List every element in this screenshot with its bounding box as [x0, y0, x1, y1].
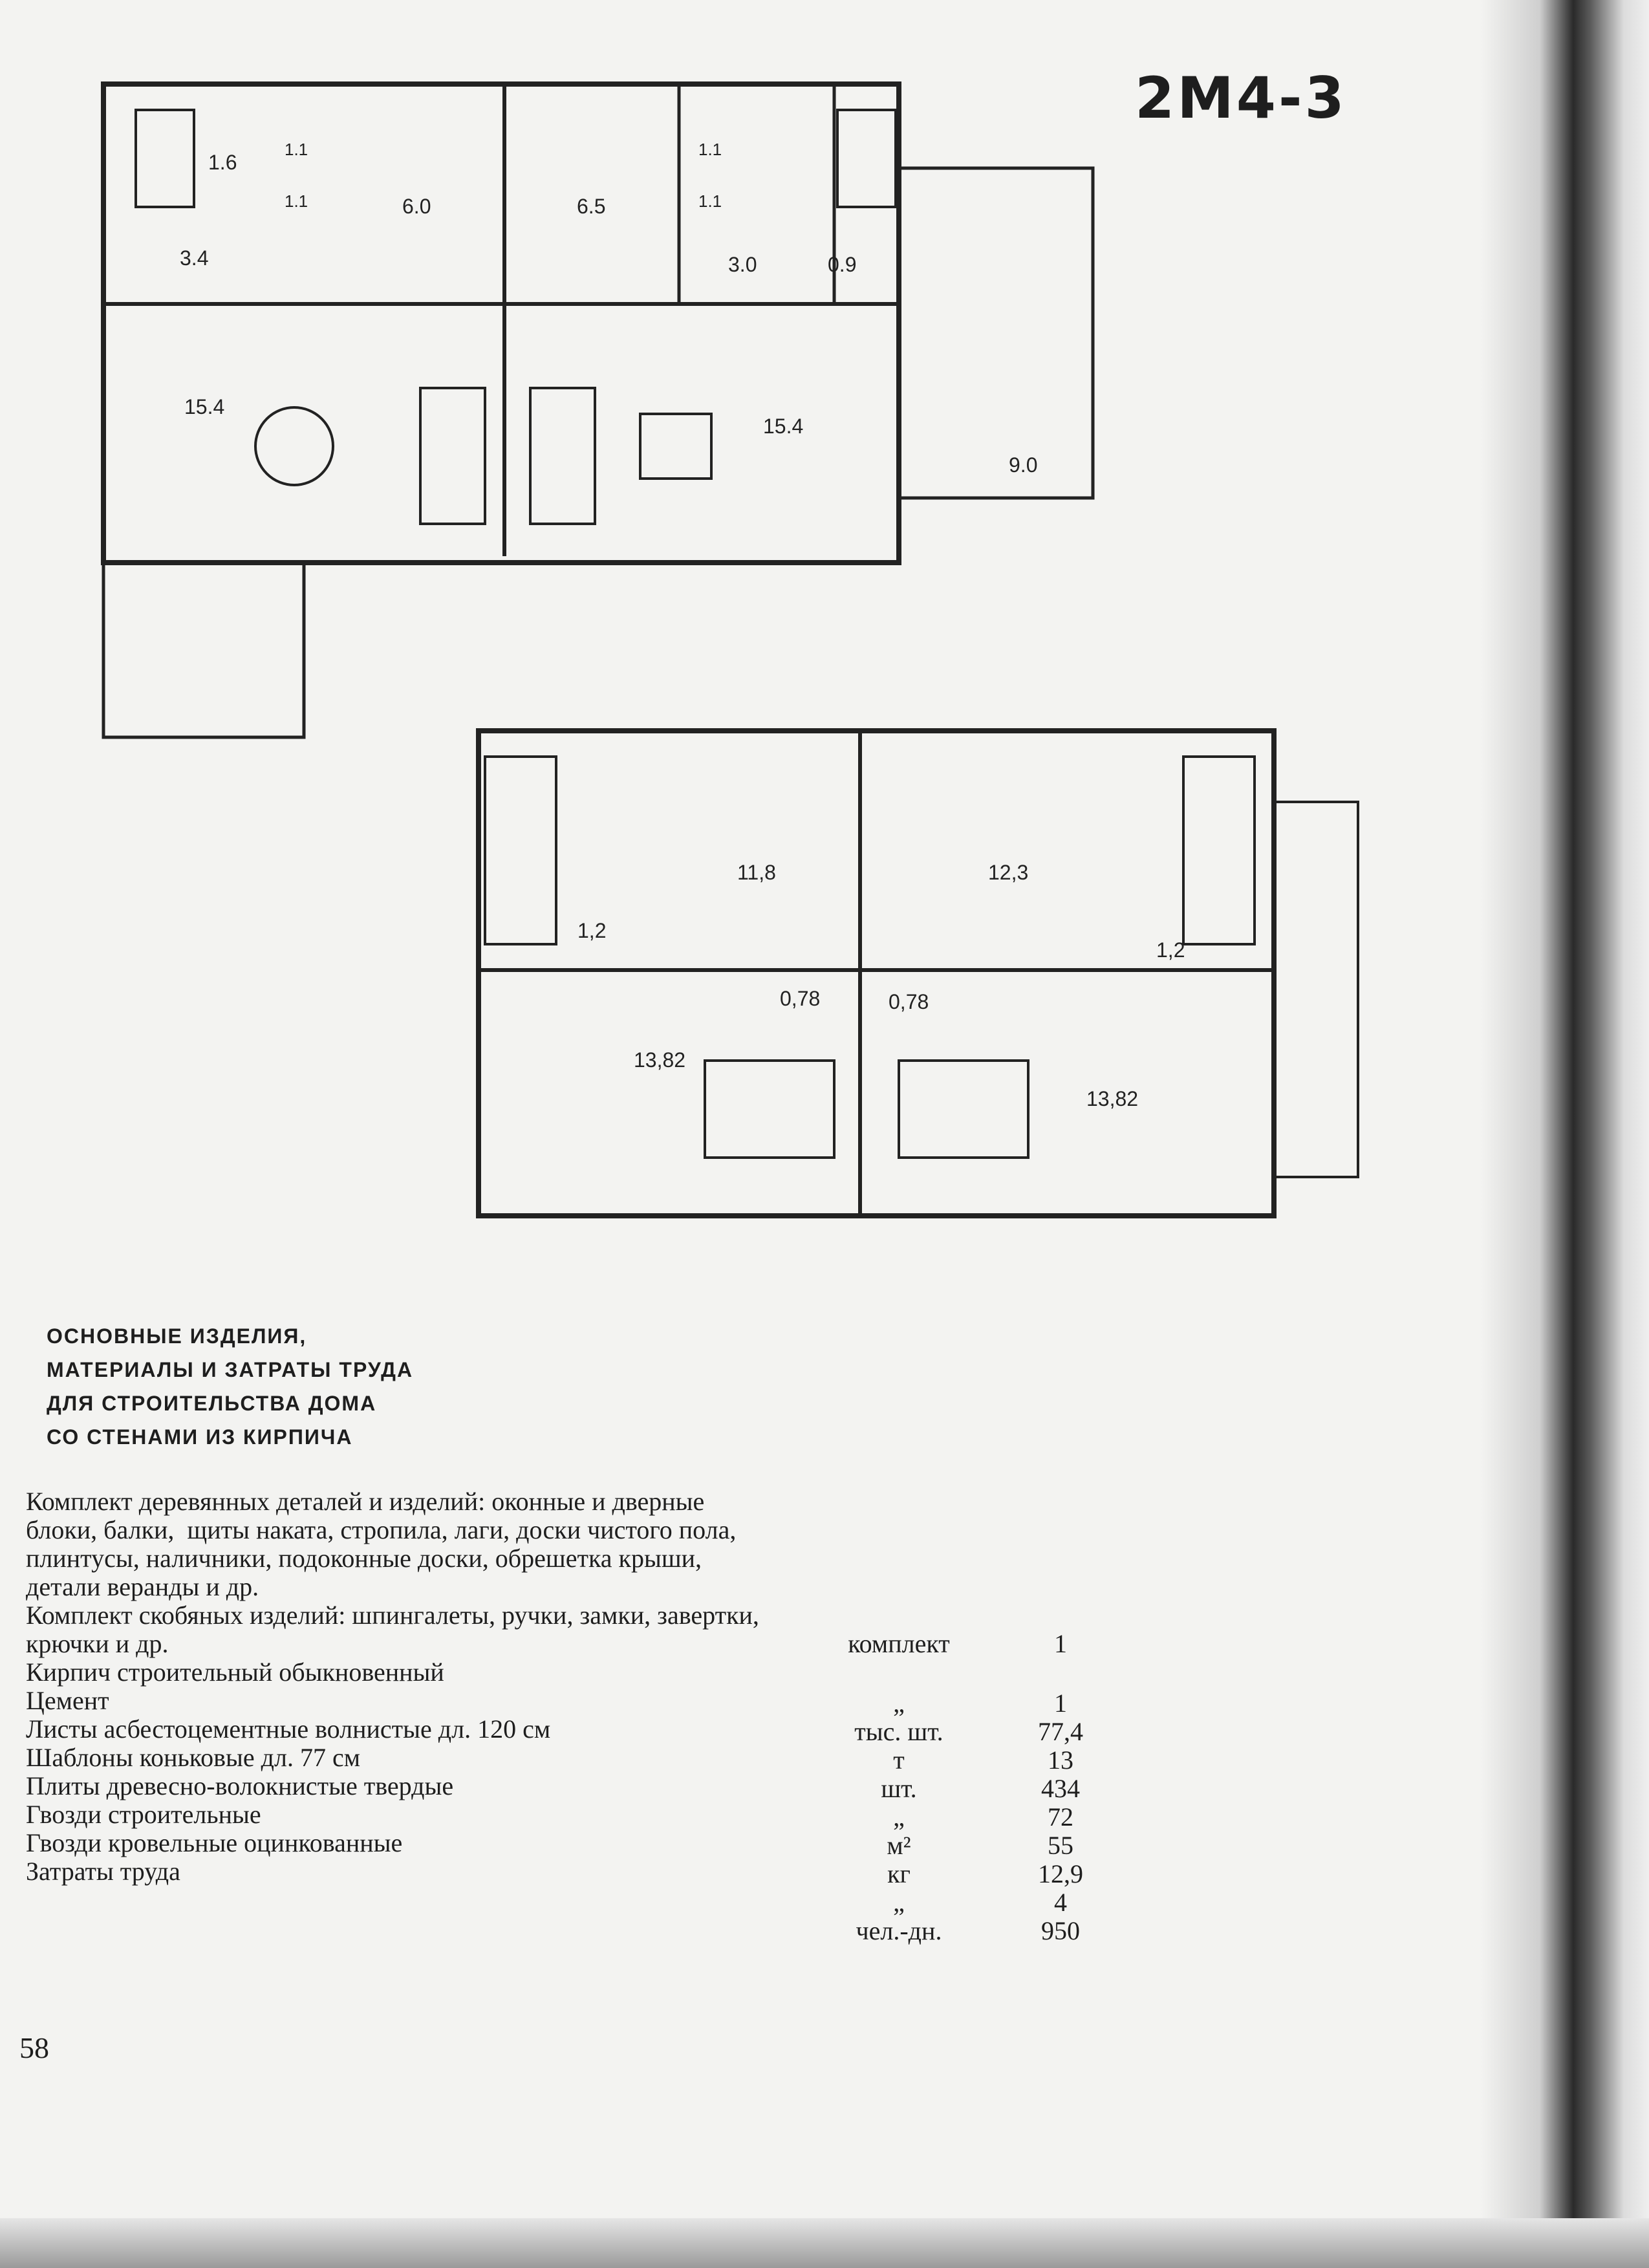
material-qty: 1	[1054, 1629, 1067, 1658]
room-area-bedroom-3: 13,82	[634, 1048, 686, 1072]
material-unit: „	[893, 1888, 905, 1917]
material-name: Затраты труда	[26, 1857, 180, 1886]
project-code: 2М4-3	[1135, 65, 1347, 131]
material-qty: 72	[1048, 1802, 1073, 1831]
materials-list	[26, 1487, 770, 1886]
material-name: Гвозди строительные	[26, 1800, 261, 1829]
room-area-hall-left: 3.4	[180, 246, 209, 270]
ground-floor-plan	[103, 84, 1093, 737]
material-qty: 77,4	[1038, 1717, 1083, 1746]
material-name: Комплект скобяных изделий: шпингалеты, ручки, замки, завертки, крючки и др.	[26, 1601, 766, 1658]
room-area-hall-right: 3.0	[728, 253, 757, 276]
room-area-veranda: 9.0	[1009, 453, 1038, 477]
material-qty: 434	[1041, 1774, 1080, 1803]
room-area-stair-hall: 1.6	[208, 151, 237, 174]
material-qty: 12,9	[1038, 1859, 1083, 1888]
room-area-stair-right: 1,2	[1156, 938, 1185, 962]
material-name: Цемент	[26, 1686, 109, 1715]
material-unit: кг	[887, 1859, 911, 1888]
material-qty: 950	[1041, 1916, 1080, 1945]
material-name: Кирпич строительный обыкновенный	[26, 1658, 444, 1687]
material-qty: 1	[1054, 1689, 1067, 1718]
room-area-bath-left: 1.1	[285, 191, 308, 211]
book-spine-shadow	[1481, 0, 1649, 2268]
material-name: Гвозди кровельные оцинкованные	[26, 1828, 403, 1857]
room-area-closet-right: 0,78	[889, 990, 929, 1013]
room-area-living-left: 15.4	[184, 395, 225, 418]
room-area-bath-right: 1.1	[698, 191, 722, 211]
material-unit: „	[893, 1689, 905, 1718]
material-name: Комплект деревянных деталей и изделий: оконные и дверные блоки, балки, щиты наката, стропила, лаги, доски чистого пола, плинтусы, наличники, подоконные доски, обрешетка крыши, детали веранды и др.	[26, 1487, 743, 1601]
page-number: 58	[19, 2031, 49, 2064]
section-heading-line: МАТЕРИАЛЫ И ЗАТРАТЫ ТРУДА	[47, 1358, 414, 1381]
material-name: Листы асбестоцементные волнистые дл. 120 см	[26, 1714, 551, 1744]
room-area-bedroom-4: 13,82	[1086, 1087, 1139, 1110]
material-unit: комплект	[848, 1629, 950, 1658]
material-qty: 13	[1048, 1745, 1073, 1775]
material-unit: м²	[887, 1831, 911, 1860]
room-area-closet-left: 0,78	[780, 987, 821, 1010]
material-unit: тыс. шт.	[854, 1717, 943, 1746]
room-area-kitchen-left: 6.0	[402, 195, 431, 218]
material-qty: 4	[1054, 1888, 1067, 1917]
material-unit: шт.	[881, 1774, 917, 1803]
floor-plans	[0, 0, 1423, 1306]
material-qty: 55	[1048, 1831, 1073, 1860]
room-area-bedroom-1: 11,8	[737, 861, 776, 884]
room-area-stair-left: 1,2	[577, 919, 607, 942]
section-heading-line: ДЛЯ СТРОИТЕЛЬСТВА ДОМА	[47, 1392, 377, 1415]
section-heading	[47, 1319, 629, 1454]
room-area-wc-right: 1.1	[698, 140, 722, 159]
room-area-living-right: 15.4	[763, 415, 804, 438]
room-area-wc-left: 1.1	[285, 140, 308, 159]
page-edge-shadow	[0, 2218, 1649, 2268]
section-heading-line: СО СТЕНАМИ ИЗ КИРПИЧА	[47, 1425, 353, 1449]
section-heading-line: ОСНОВНЫЕ ИЗДЕЛИЯ,	[47, 1324, 307, 1348]
material-name: Плиты древесно-волокнистые твердые	[26, 1771, 454, 1800]
room-area-bedroom-2: 12,3	[988, 861, 1029, 884]
material-unit: „	[893, 1802, 905, 1831]
material-name: Шаблоны коньковые дл. 77 см	[26, 1743, 361, 1772]
material-unit: т	[893, 1745, 905, 1775]
room-area-kitchen-right: 6.5	[577, 195, 606, 218]
upper-floor-plan	[479, 731, 1358, 1216]
room-area-pantry: 0.9	[828, 253, 857, 276]
material-unit: чел.-дн.	[856, 1916, 942, 1945]
